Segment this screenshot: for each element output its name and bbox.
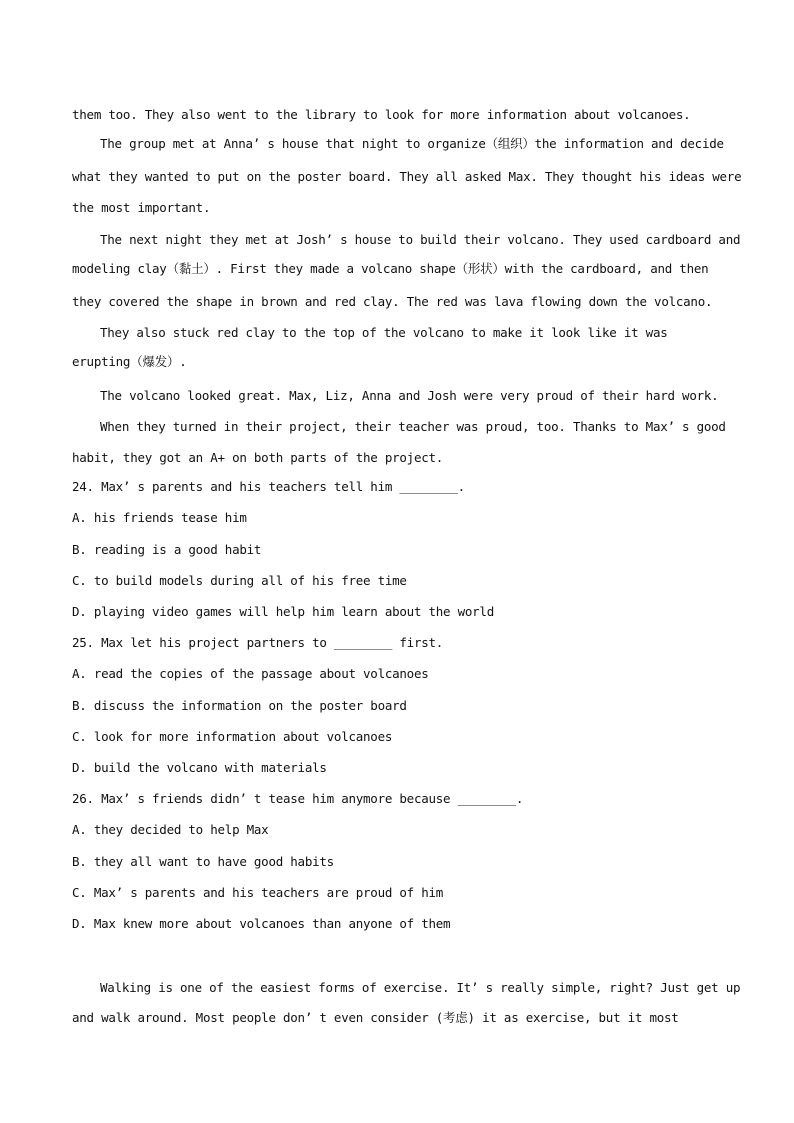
- answer-option[interactable]: B. they all want to have good habits: [72, 854, 334, 869]
- question-stem: 26. Max’ s friends didn’ t tease him anymore because ________.: [72, 791, 524, 806]
- passage-line: Walking is one of the easiest forms of exercise. It’ s really simple, right? Just get up: [100, 980, 741, 995]
- question-stem: 24. Max’ s parents and his teachers tell him ________.: [72, 479, 465, 494]
- answer-option[interactable]: A. they decided to help Max: [72, 822, 269, 837]
- passage-line: modeling clay（黏土）. First they made a volcano shape（形状）with the cardboard, and then: [72, 261, 709, 276]
- answer-option[interactable]: C. Max’ s parents and his teachers are proud of him: [72, 885, 444, 900]
- passage-line: habit, they got an A+ on both parts of the project.: [72, 450, 444, 465]
- passage-line: The group met at Anna’ s house that night to organize（组织）the information and decide: [100, 136, 724, 151]
- passage-line: erupting（爆发）.: [72, 354, 187, 369]
- answer-option[interactable]: B. reading is a good habit: [72, 542, 262, 557]
- answer-option[interactable]: D. build the volcano with materials: [72, 760, 327, 775]
- answer-option[interactable]: B. discuss the information on the poster board: [72, 698, 407, 713]
- passage-line: When they turned in their project, their teacher was proud, too. Thanks to Max’ s good: [100, 419, 726, 434]
- answer-option[interactable]: D. Max knew more about volcanoes than anyone of them: [72, 916, 451, 931]
- passage-line: them too. They also went to the library to look for more information about volcanoes.: [72, 107, 691, 122]
- answer-option[interactable]: D. playing video games will help him learn about the world: [72, 604, 494, 619]
- passage-line: The volcano looked great. Max, Liz, Anna and Josh were very proud of their hard work.: [100, 388, 719, 403]
- passage-line: the most important.: [72, 200, 211, 215]
- passage-line: and walk around. Most people don’ t even consider (考虑) it as exercise, but it most: [72, 1010, 679, 1025]
- passage-line: They also stuck red clay to the top of the volcano to make it look like it was: [100, 325, 668, 340]
- passage-line: The next night they met at Josh’ s house to build their volcano. They used cardboard and: [100, 232, 741, 247]
- answer-option[interactable]: A. read the copies of the passage about volcanoes: [72, 666, 429, 681]
- passage-line: they covered the shape in brown and red clay. The red was lava flowing down the volcano.: [72, 294, 713, 309]
- answer-option[interactable]: C. to build models during all of his free time: [72, 573, 407, 588]
- answer-option[interactable]: A. his friends tease him: [72, 510, 247, 525]
- answer-option[interactable]: C. look for more information about volcanoes: [72, 729, 393, 744]
- question-stem: 25. Max let his project partners to ________ first.: [72, 635, 444, 650]
- passage-line: what they wanted to put on the poster board. They all asked Max. They thought his ideas were: [72, 169, 742, 184]
